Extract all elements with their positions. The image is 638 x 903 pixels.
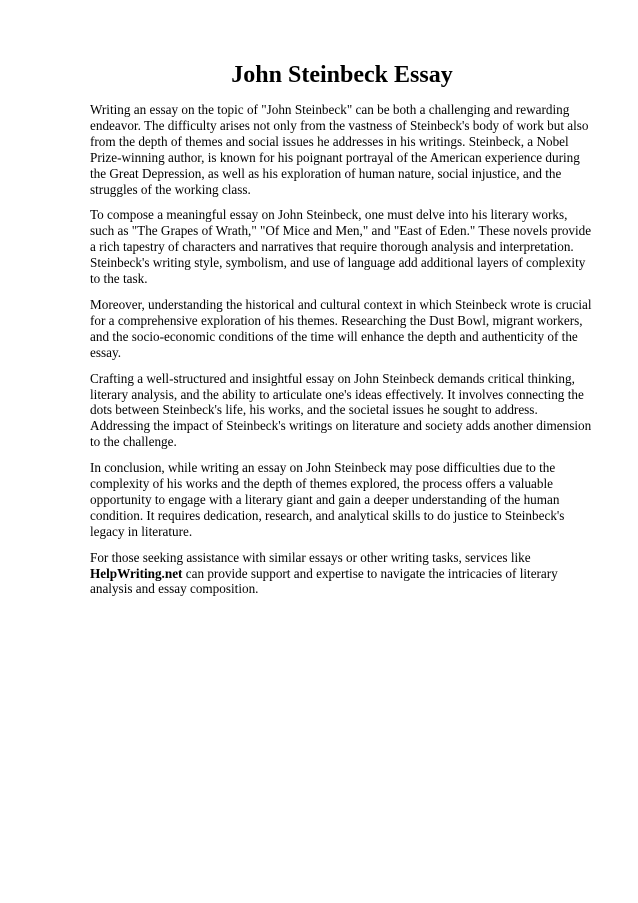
paragraph-conclusion: In conclusion, while writing an essay on John Steinbeck may pose difficulties due to the complexity of his works and the depth of themes explored, the process offers a valuable opportunity to engage with a literary giant and gain a deeper understanding of the human condition. It requires dedication, research, and analytical skills to do justice to Steinbeck's legacy in literature. [90, 460, 565, 539]
paragraph-historical-context: Moreover, understanding the historical and cultural context in which Steinbeck wrote is crucial for a comprehensive exploration of his themes. Researching the Dust Bowl, migrant workers, and the socio-economic conditions of the time will enhance the depth and authenticity of the essay. [90, 296, 592, 360]
paragraph-intro: Writing an essay on the topic of "John Steinbeck" can be both a challenging and rewarding endeavor. The difficulty arises not only from the vastness of Steinbeck's body of work but also from the depth of themes and social issues he addresses in his writings. Steinbeck, a Nobel Prize-winning author, is known for his poignant portrayal of the American experience during the Great Depression, as well as his exploration of human nature, social injustice, and the struggles of the working class. [90, 102, 589, 197]
paragraph-crafting-essay: Crafting a well-structured and insightful essay on John Steinbeck demands critical thinking, literary analysis, and the ability to articulate one's ideas effectively. It involves connecting the dots between Steinbeck's life, his works, and the societal issues he sought to address. Addressing the impact of Steinbeck's writings on literature and society adds another dimension to the challenge. [90, 370, 592, 450]
closing-text-after: can provide support and expertise to navigate the intricacies of literary analysis and essay composition. [90, 565, 558, 597]
document-title: John Steinbeck Essay [231, 62, 453, 88]
paragraph-closing [90, 550, 594, 598]
closing-text-before: For those seeking assistance with similar essays or other writing tasks, services like [90, 549, 531, 565]
brand-name: HelpWriting.net [90, 565, 183, 581]
paragraph-literary-works: To compose a meaningful essay on John Steinbeck, one must delve into his literary works, such as "The Grapes of Wrath," "Of Mice and Men," and "East of Eden." These novels provide a rich tapestry of characters and narratives that require thorough analysis and interpretation. Steinbeck's writing style, symbolism, and use of language add additional layers of complexity to the task. [90, 207, 592, 287]
